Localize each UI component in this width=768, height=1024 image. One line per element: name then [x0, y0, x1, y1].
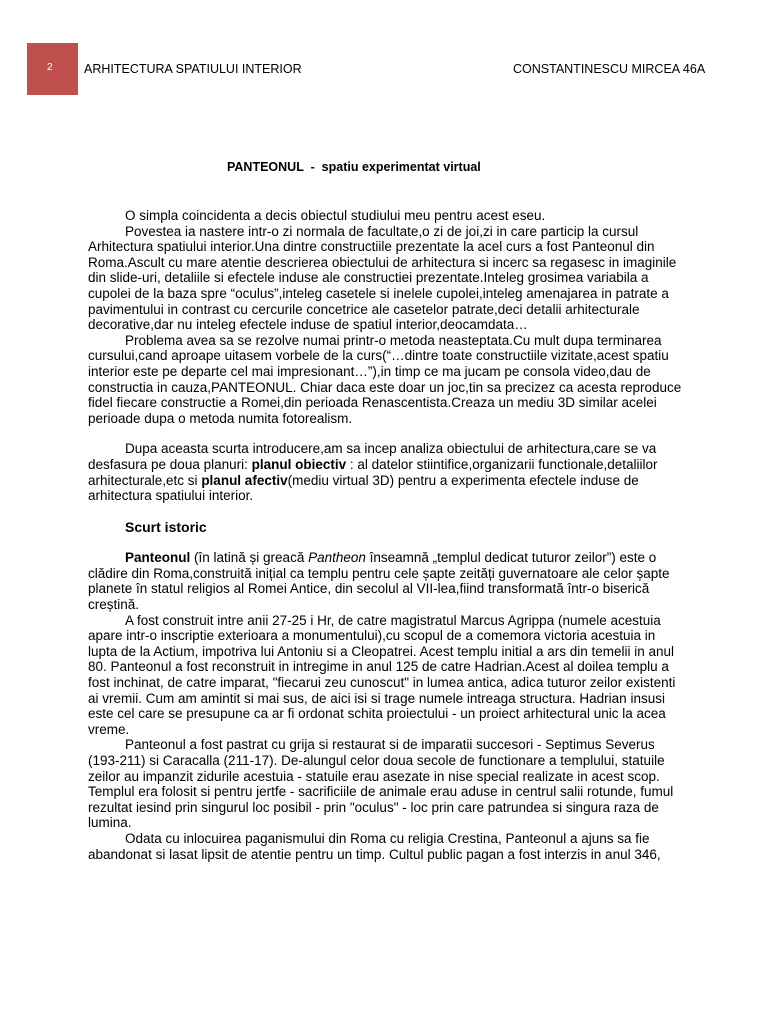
- page-number: 2: [47, 62, 53, 73]
- history-paragraph-4: Odata cu inlocuirea paganismului din Roma cu religia Crestina, Panteonul a ajuns sa fie abandonat si lasat lipsit de atentie pentru un timp. Cultul public pagan a fost interzis in anul 346,: [88, 830, 661, 862]
- intro-paragraph-3: Problema avea sa se rezolve numai printr-o metoda neasteptata.Cu mult dupa terminarea cursului,cand aproape uitasem vorbele de la curs(“…dintre toate constructiile vizitate,acest spatiu interior este pe departe cel mai impresionant…”),in timp ce ma jucam pe consola video,dau de constructia in cauza,PANTEONUL. Chiar daca este doar un joc,tin sa precizez ca acesta reproduce fidel fiecare constructie a Romei,din perioada Renascentista.Creaza un mediu 3D similar acelei perioade dupa o metoda numita fotorealism.: [88, 332, 682, 426]
- document-body: [88, 208, 688, 862]
- intro-p4-text-c: : al datelor stiintifice,organizarii functionale,detaliilor arhitecturale,etc si: [88, 456, 658, 488]
- planul-afectiv-term: planul afectiv: [201, 472, 288, 488]
- pantheon-term: Pantheon: [308, 550, 366, 566]
- page-number-box: [27, 43, 78, 95]
- history-paragraph-3: Panteonul a fost pastrat cu grija si restaurat si de imparatii succesori - Septimus Severus (193-211) si Caracalla (211-17). De-alungul celor doua secole de functionare a templului, statuile zeilor au impanzit zidurile acestuia - statuile erau asezate in nise special realizate in acest scop. Templul era folosit si pentru jertfe - sacrificiile de animale erau aduse in centrul salii rotunde, fumul rezultat iesind prin singurul loc posibil - prin "oculus" - loc prin care patrundea si singura raza de lumina.: [88, 737, 674, 831]
- intro-p4-text-a: Dupa aceasta scurta introducere,am sa incep analiza obiectului de arhitectura,care se va desfasura pe doua planuri:: [88, 441, 657, 472]
- intro-p4-text-d: (mediu virtual 3D) pentru a experimenta efectele induse de arhitectura spatiului interior.: [88, 472, 639, 504]
- history-paragraph-1: [88, 550, 688, 612]
- header-author: CONSTANTINESCU MIRCEA 46A: [513, 62, 706, 76]
- history-p1-text-c: înseamnă „templul dedicat tuturor zeilor”) este o clădire din Roma,construită inițial ca templu pentru cele șapte zeități guvernatoare ale celor șapte planete în statul religios al Romei Antice, din secolul al VII-lea,fiind transformată într-o biserică creștină.: [88, 550, 670, 613]
- header-course-title: ARHITECTURA SPATIULUI INTERIOR: [84, 62, 302, 76]
- history-paragraph-2: A fost construit intre anii 27-25 i Hr, de catre magistratul Marcus Agrippa (numele acestuia apare intr-o inscriptie exterioara a monumentului),cu scopul de a comemora victoria acestuia in lupta de la Actium, impotriva lui Antoniu si a Cleopatrei. Acest templu initial a ars din temelii in anul 80. Panteonul a fost reconstruit in intregime in anul 125 de catre Hadrian.Acest al doilea templu a fost inchinat, de catre imparat, "fiecarui zeu cunoscut" in lumea antica, adica tuturor zeilor existenti ai vremii. Cum am amintit si mai sus, de aici isi si trage numele intreaga structura. Hadrian insusi este cel care se presupune ca ar fi ordonat schita proiectului - un proiect arhitectural unic la acea vreme.: [88, 612, 676, 737]
- section-heading: Scurt istoric: [125, 518, 207, 535]
- planul-obiectiv-term: planul obiectiv: [251, 456, 347, 472]
- document-title: PANTEONUL - spatiu experimentat virtual: [227, 160, 481, 174]
- intro-paragraph-2: Povestea ia nastere intr-o zi normala de facultate,o zi de joi,zi in care particip la cursul Arhitectura spatiului interior.Una dintre constructiile prezentate la acel curs a fost Panteonul din Roma.Ascult cu mare atentie descrierea obiectului de arhitectura si incerc sa regasesc in imaginile din slide-uri, detaliile si efectele induse ale constructiei prezentate.Inteleg grosimea variabila a cupolei de la baza spre “oculus”,inteleg casetele si inelele cupolei,inteleg amenajarea in patrate a pavimentului in contrast cu cercurile concetrice ale casetelor patrate,deci detalii arhitecturale decorative,dar nu inteleg efectele induse de spatiul interior,deocamdata…: [88, 223, 677, 333]
- panteonul-term: Panteonul: [125, 550, 191, 566]
- intro-paragraph-4: [88, 441, 688, 503]
- intro-paragraph-1: O simpla coincidenta a decis obiectul studiului meu pentru acest eseu.: [125, 208, 546, 223]
- history-p1-text-a: (în latină și greacă: [190, 550, 309, 566]
